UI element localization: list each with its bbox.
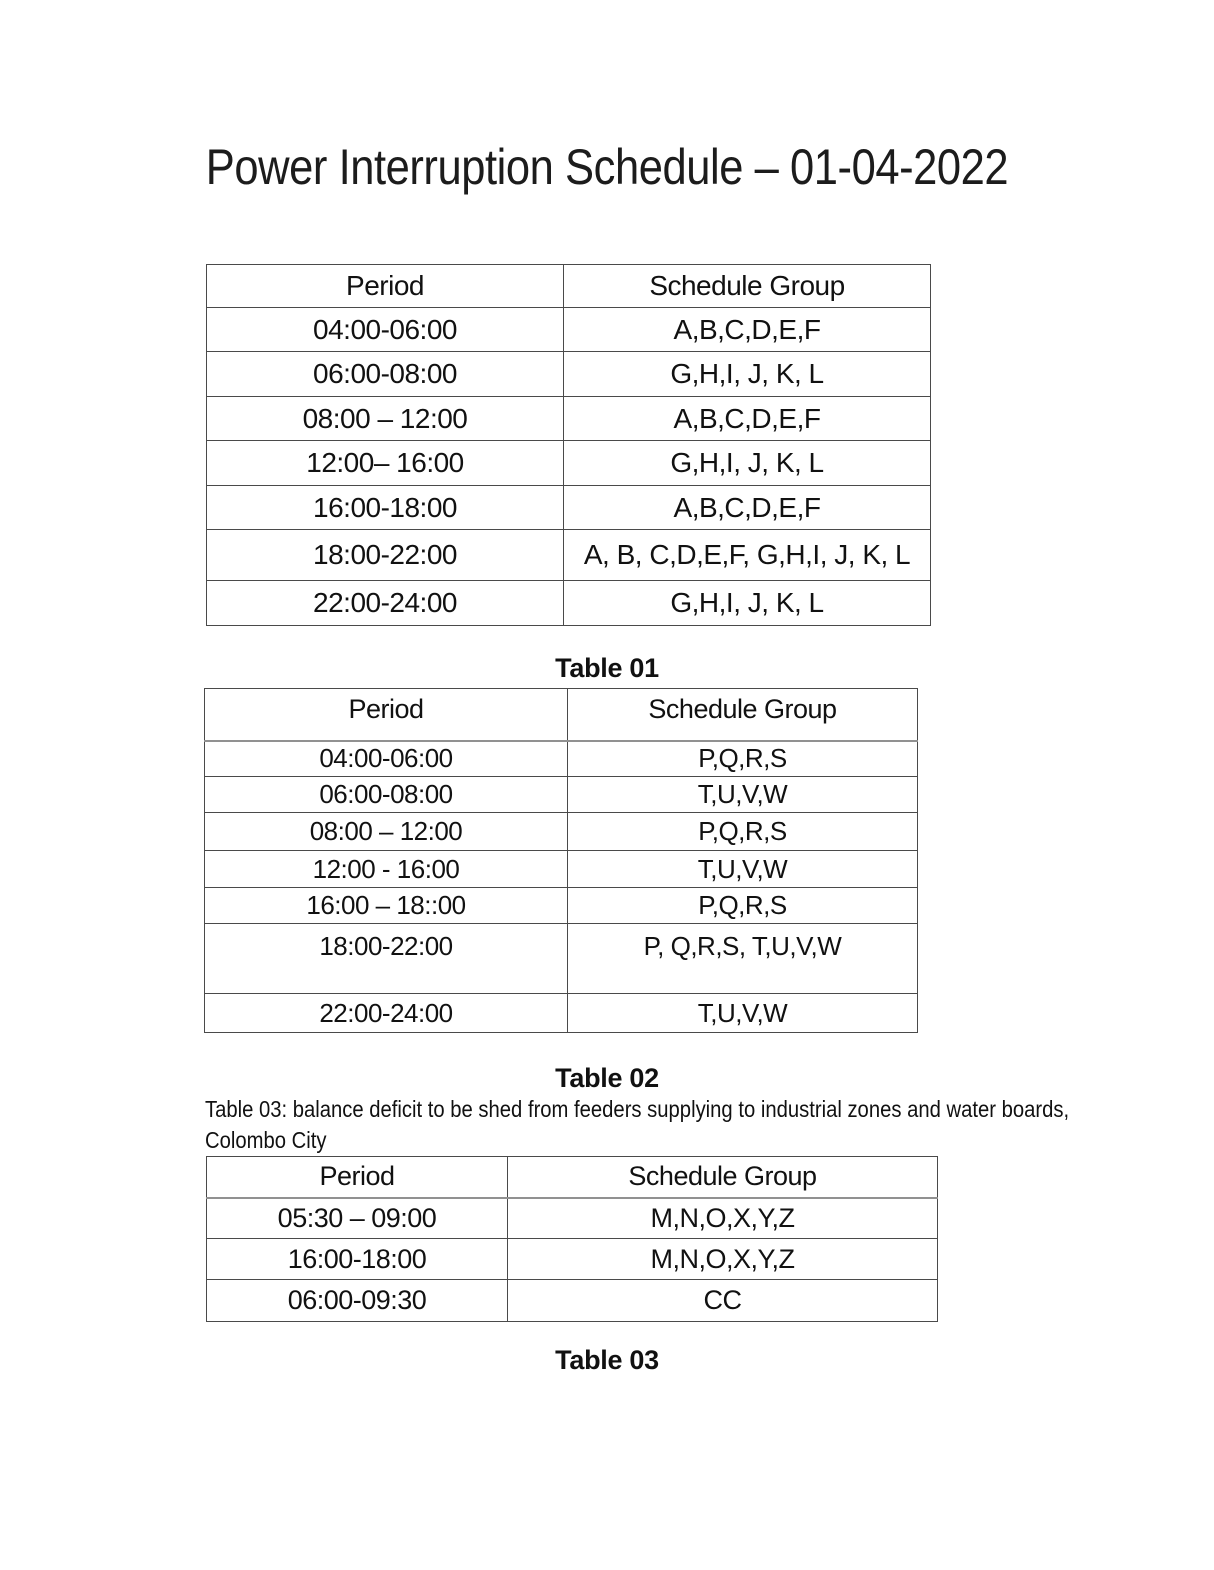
table-caption: Table 03 bbox=[555, 1345, 659, 1375]
table-01 bbox=[206, 264, 931, 626]
col-header-period: Period bbox=[205, 689, 568, 741]
schedule-group-cell: P,Q,R,S bbox=[568, 888, 918, 924]
schedule-group-cell: P,Q,R,S bbox=[568, 741, 918, 777]
col-header-schedule-group: Schedule Group bbox=[564, 265, 931, 308]
table-row bbox=[207, 581, 931, 626]
table-row bbox=[207, 308, 931, 352]
schedule-group-cell: G,H,I, J, K, L bbox=[564, 441, 931, 486]
table-header-row bbox=[207, 1157, 938, 1198]
schedule-group-cell: A,B,C,D,E,F bbox=[564, 486, 931, 530]
period-cell: 05:30 – 09:00 bbox=[207, 1198, 508, 1239]
schedule-group-cell: A, B, C,D,E,F, G,H,I, J, K, L bbox=[564, 530, 931, 581]
schedule-group-cell: G,H,I, J, K, L bbox=[564, 581, 931, 626]
table-header-row bbox=[207, 265, 931, 308]
col-header-schedule-group: Schedule Group bbox=[568, 689, 918, 741]
table-row bbox=[205, 777, 918, 813]
period-cell: 08:00 – 12:00 bbox=[207, 397, 564, 441]
note-line-1: Table 03: balance deficit to be shed from feeders supplying to industrial zones and water boards, bbox=[205, 1096, 1070, 1122]
page-title: Power Interruption Schedule – 01-04-2022 bbox=[205, 139, 1009, 195]
col-header-period: Period bbox=[207, 1157, 508, 1198]
schedule-group-cell: T,U,V,W bbox=[568, 994, 918, 1033]
schedule-group-cell: M,N,O,X,Y,Z bbox=[508, 1239, 938, 1280]
col-header-period: Period bbox=[207, 265, 564, 308]
table-row bbox=[205, 888, 918, 924]
period-cell: 18:00-22:00 bbox=[205, 924, 568, 994]
schedule-group-cell: M,N,O,X,Y,Z bbox=[508, 1198, 938, 1239]
table-03-note bbox=[205, 1094, 1165, 1156]
table-row bbox=[207, 486, 931, 530]
table-row bbox=[207, 1280, 938, 1322]
schedule-group-cell: P, Q,R,S, T,U,V,W bbox=[568, 924, 918, 994]
schedule-group-cell: T,U,V,W bbox=[568, 777, 918, 813]
period-cell: 04:00-06:00 bbox=[207, 308, 564, 352]
period-cell: 22:00-24:00 bbox=[205, 994, 568, 1033]
period-cell: 06:00-08:00 bbox=[207, 352, 564, 397]
col-header-schedule-group: Schedule Group bbox=[508, 1157, 938, 1198]
table-row bbox=[207, 530, 931, 581]
period-cell: 22:00-24:00 bbox=[207, 581, 564, 626]
period-cell: 16:00-18:00 bbox=[207, 486, 564, 530]
schedule-group-cell: A,B,C,D,E,F bbox=[564, 397, 931, 441]
table-header-row bbox=[205, 689, 918, 741]
note-line-2: Colombo City bbox=[205, 1127, 327, 1153]
table-caption: Table 02 bbox=[555, 1063, 659, 1093]
period-cell: 08:00 – 12:00 bbox=[205, 813, 568, 851]
table-row bbox=[207, 352, 931, 397]
table-02 bbox=[204, 688, 918, 1033]
period-cell: 06:00-09:30 bbox=[207, 1280, 508, 1322]
table-03 bbox=[206, 1156, 938, 1322]
period-cell: 04:00-06:00 bbox=[205, 741, 568, 777]
period-cell: 06:00-08:00 bbox=[205, 777, 568, 813]
table-row bbox=[205, 851, 918, 888]
schedule-group-cell: A,B,C,D,E,F bbox=[564, 308, 931, 352]
table-row bbox=[205, 741, 918, 777]
table-row bbox=[207, 1198, 938, 1239]
table-row bbox=[205, 924, 918, 994]
schedule-group-cell: CC bbox=[508, 1280, 938, 1322]
table-row bbox=[207, 397, 931, 441]
schedule-group-cell: P,Q,R,S bbox=[568, 813, 918, 851]
table-row bbox=[207, 441, 931, 486]
period-cell: 12:00– 16:00 bbox=[207, 441, 564, 486]
table-row bbox=[205, 813, 918, 851]
schedule-group-cell: G,H,I, J, K, L bbox=[564, 352, 931, 397]
period-cell: 18:00-22:00 bbox=[207, 530, 564, 581]
table-caption: Table 01 bbox=[555, 653, 659, 683]
period-cell: 12:00 - 16:00 bbox=[205, 851, 568, 888]
table-row bbox=[205, 994, 918, 1033]
table-row bbox=[207, 1239, 938, 1280]
schedule-group-cell: T,U,V,W bbox=[568, 851, 918, 888]
period-cell: 16:00-18:00 bbox=[207, 1239, 508, 1280]
period-cell: 16:00 – 18::00 bbox=[205, 888, 568, 924]
